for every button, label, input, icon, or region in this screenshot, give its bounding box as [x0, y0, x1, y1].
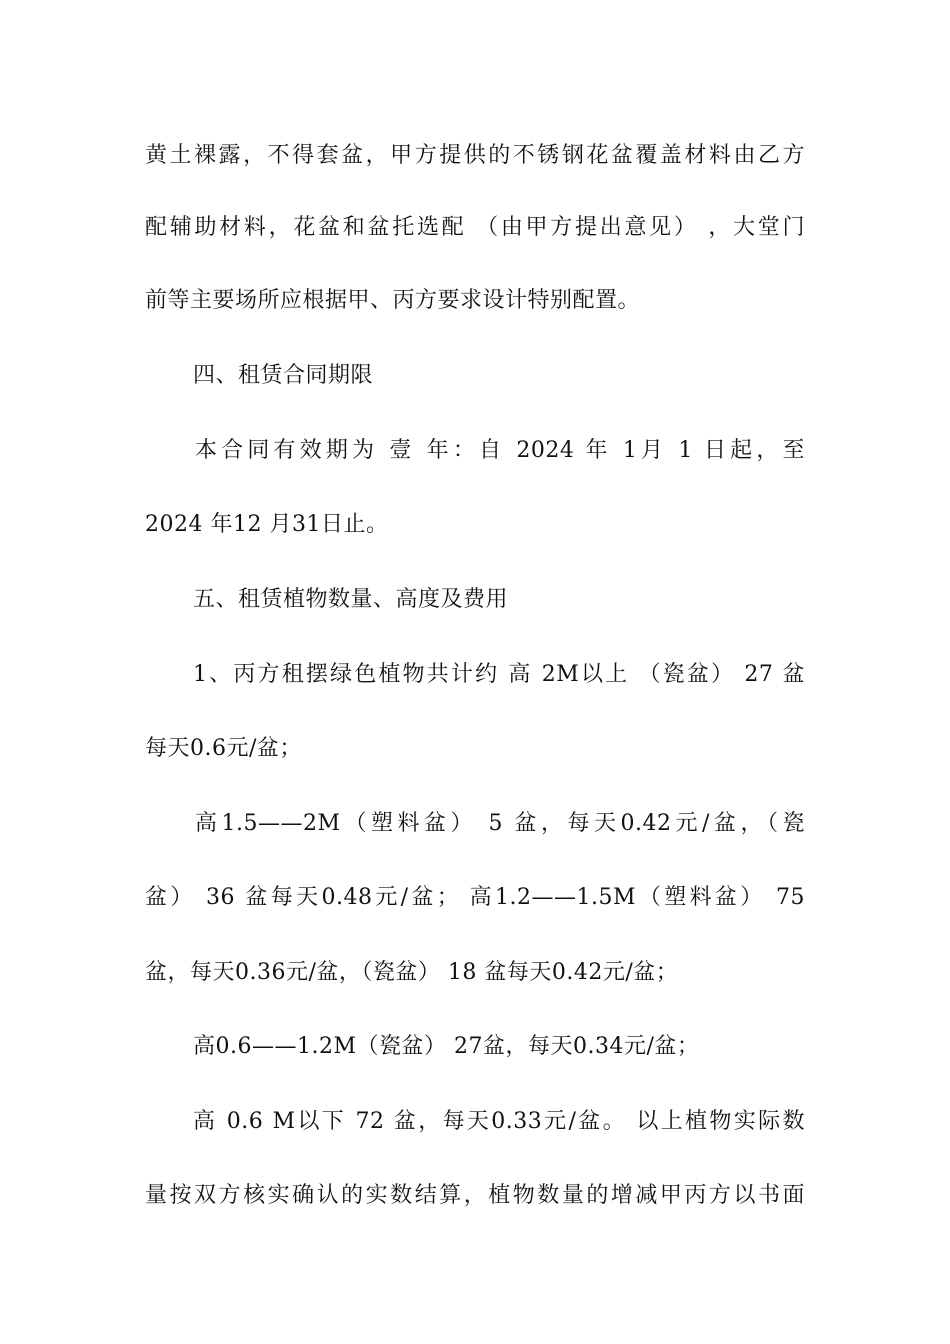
- paragraph-line: 量按双方核实确认的实数结算，植物数量的增减甲丙方以书面: [145, 1183, 805, 1208]
- paragraph-line: 高1.5——2M（塑料盆） 5 盆，每天0.42元/盆，（瓷: [195, 811, 805, 836]
- paragraph-line: 高0.6——1.2M（瓷盆） 27盆，每天0.34元/盆；: [193, 1034, 700, 1059]
- paragraph-line: 1、丙方租摆绿色植物共计约 高 2M以上 （瓷盆） 27 盆: [193, 662, 805, 687]
- paragraph-line: 黄土裸露，不得套盆，甲方提供的不锈钢花盆覆盖材料由乙方: [145, 143, 805, 168]
- paragraph-line: 前等主要场所应根据甲、丙方要求设计特别配置。: [145, 288, 641, 313]
- paragraph-line: 本合同有效期为 壹 年：自 2024 年 1月 1 日起，至: [195, 438, 805, 463]
- paragraph-line: 高 0.6 M以下 72 盆，每天0.33元/盆。 以上植物实际数: [193, 1109, 805, 1134]
- paragraph-line: 每天0.6元/盆；: [145, 736, 302, 761]
- section-heading: 四、租赁合同期限: [193, 363, 374, 388]
- paragraph-line: 盆，每天0.36元/盆，（瓷盆） 18 盆每天0.42元/盆；: [145, 960, 679, 985]
- paragraph-line: 盆） 36 盆每天0.48元/盆； 高1.2——1.5M（塑料盆） 75: [145, 885, 805, 910]
- paragraph-line: 2024 年12 月31日止。: [145, 512, 389, 537]
- paragraph-line: 配辅助材料，花盆和盆托选配 （由甲方提出意见） ，大堂门: [145, 215, 805, 240]
- section-heading: 五、租赁植物数量、高度及费用: [193, 587, 509, 612]
